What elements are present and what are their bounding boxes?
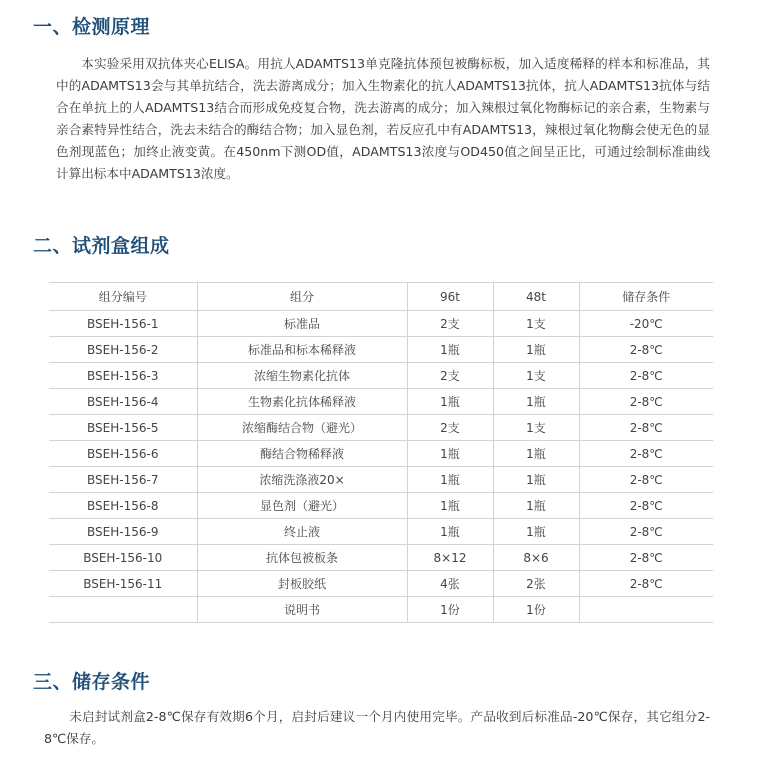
cell-component: 封板胶纸: [197, 571, 407, 597]
cell-96t: 1瓶: [407, 519, 493, 545]
cell-storage: 2-8℃: [579, 545, 713, 571]
cell-96t: 1瓶: [407, 337, 493, 363]
table-row: [49, 571, 713, 597]
table-row: [49, 415, 713, 441]
cell-component-id: BSEH-156-6: [49, 441, 197, 467]
cell-96t: 1份: [407, 597, 493, 623]
cell-component-id: [49, 597, 197, 623]
cell-component: 抗体包被板条: [197, 545, 407, 571]
cell-storage: 2-8℃: [579, 415, 713, 441]
cell-96t: 1瓶: [407, 441, 493, 467]
cell-component: 酶结合物稀释液: [197, 441, 407, 467]
cell-48t: 1份: [493, 597, 579, 623]
table-row: [49, 545, 713, 571]
cell-storage: 2-8℃: [579, 467, 713, 493]
cell-96t: 2支: [407, 415, 493, 441]
cell-48t: 1瓶: [493, 467, 579, 493]
table-row: [49, 363, 713, 389]
table-row: [49, 389, 713, 415]
kit-components-table: [49, 282, 713, 623]
cell-storage: 2-8℃: [579, 519, 713, 545]
header-component-id: 组分编号: [49, 283, 197, 311]
cell-48t: 1支: [493, 363, 579, 389]
cell-96t: 1瓶: [407, 467, 493, 493]
table-row: [49, 519, 713, 545]
cell-48t: 1瓶: [493, 389, 579, 415]
cell-component-id: BSEH-156-8: [49, 493, 197, 519]
header-96t: 96t: [407, 283, 493, 311]
cell-component-id: BSEH-156-4: [49, 389, 197, 415]
cell-96t: 2支: [407, 311, 493, 337]
principle-paragraph: 本实验采用双抗体夹心ELISA。用抗人ADAMTS13单克隆抗体预包被酶标板，加入适度稀释的样本和标准品，其中的ADAMTS13会与其单抗结合，洗去游离成分；加入生物素化的抗人ADAMTS13抗体，抗人ADAMTS13抗体与结合在单抗上的人ADAMTS13结合而形成免疫复合物，洗去游离的成分；加入辣根过氧化物酶标记的亲合素，生物素与亲合素特异性结合，洗去未结合的酶结合物；加入显色剂，若反应孔中有ADAMTS13，辣根过氧化物酶会使无色的显色剂现蓝色；加终止液变黄。在450nm下测OD值，ADAMTS13浓度与OD450值之间呈正比，可通过绘制标准曲线计算出标本中ADAMTS13浓度。: [56, 56, 710, 181]
section-title-storage: 三、储存条件: [33, 671, 151, 693]
cell-component: 生物素化抗体稀释液: [197, 389, 407, 415]
cell-96t: 2支: [407, 363, 493, 389]
cell-component-id: BSEH-156-2: [49, 337, 197, 363]
table-row: [49, 337, 713, 363]
cell-component: 浓缩洗涤液20×: [197, 467, 407, 493]
cell-component: 浓缩生物素化抗体: [197, 363, 407, 389]
table-row: [49, 493, 713, 519]
table-row: [49, 311, 713, 337]
cell-96t: 1瓶: [407, 389, 493, 415]
section-title-principle: 一、检测原理: [33, 16, 151, 38]
cell-component-id: BSEH-156-1: [49, 311, 197, 337]
cell-48t: 1瓶: [493, 441, 579, 467]
cell-storage: 2-8℃: [579, 389, 713, 415]
table-header-row: [49, 283, 713, 311]
cell-component: 显色剂（避光）: [197, 493, 407, 519]
cell-storage: 2-8℃: [579, 363, 713, 389]
cell-component-id: BSEH-156-5: [49, 415, 197, 441]
cell-component-id: BSEH-156-7: [49, 467, 197, 493]
cell-storage: 2-8℃: [579, 337, 713, 363]
table-row: [49, 441, 713, 467]
cell-48t: 1瓶: [493, 337, 579, 363]
cell-component: 说明书: [197, 597, 407, 623]
cell-storage: 2-8℃: [579, 441, 713, 467]
table-row: [49, 467, 713, 493]
cell-48t: 1瓶: [493, 519, 579, 545]
cell-component-id: BSEH-156-10: [49, 545, 197, 571]
cell-component: 标准品: [197, 311, 407, 337]
cell-storage: 2-8℃: [579, 571, 713, 597]
header-component: 组分: [197, 283, 407, 311]
cell-96t: 8×12: [407, 545, 493, 571]
cell-48t: 1支: [493, 311, 579, 337]
cell-storage: 2-8℃: [579, 493, 713, 519]
cell-component: 浓缩酶结合物（避光）: [197, 415, 407, 441]
header-storage: 储存条件: [579, 283, 713, 311]
cell-48t: 1瓶: [493, 493, 579, 519]
cell-component-id: BSEH-156-9: [49, 519, 197, 545]
cell-storage: [579, 597, 713, 623]
table-row: [49, 597, 713, 623]
cell-48t: 1支: [493, 415, 579, 441]
section-title-kit: 二、试剂盒组成: [33, 235, 170, 257]
cell-48t: 8×6: [493, 545, 579, 571]
cell-storage: -20℃: [579, 311, 713, 337]
cell-component-id: BSEH-156-11: [49, 571, 197, 597]
cell-48t: 2张: [493, 571, 579, 597]
header-48t: 48t: [493, 283, 579, 311]
cell-component: 标准品和标本稀释液: [197, 337, 407, 363]
cell-96t: 1瓶: [407, 493, 493, 519]
cell-component-id: BSEH-156-3: [49, 363, 197, 389]
storage-paragraph: 未启封试剂盒2-8℃保存有效期6个月，启封后建议一个月内使用完毕。产品收到后标准品-20℃保存，其它组分2-8℃保存。: [44, 709, 710, 746]
cell-96t: 4张: [407, 571, 493, 597]
cell-component: 终止液: [197, 519, 407, 545]
